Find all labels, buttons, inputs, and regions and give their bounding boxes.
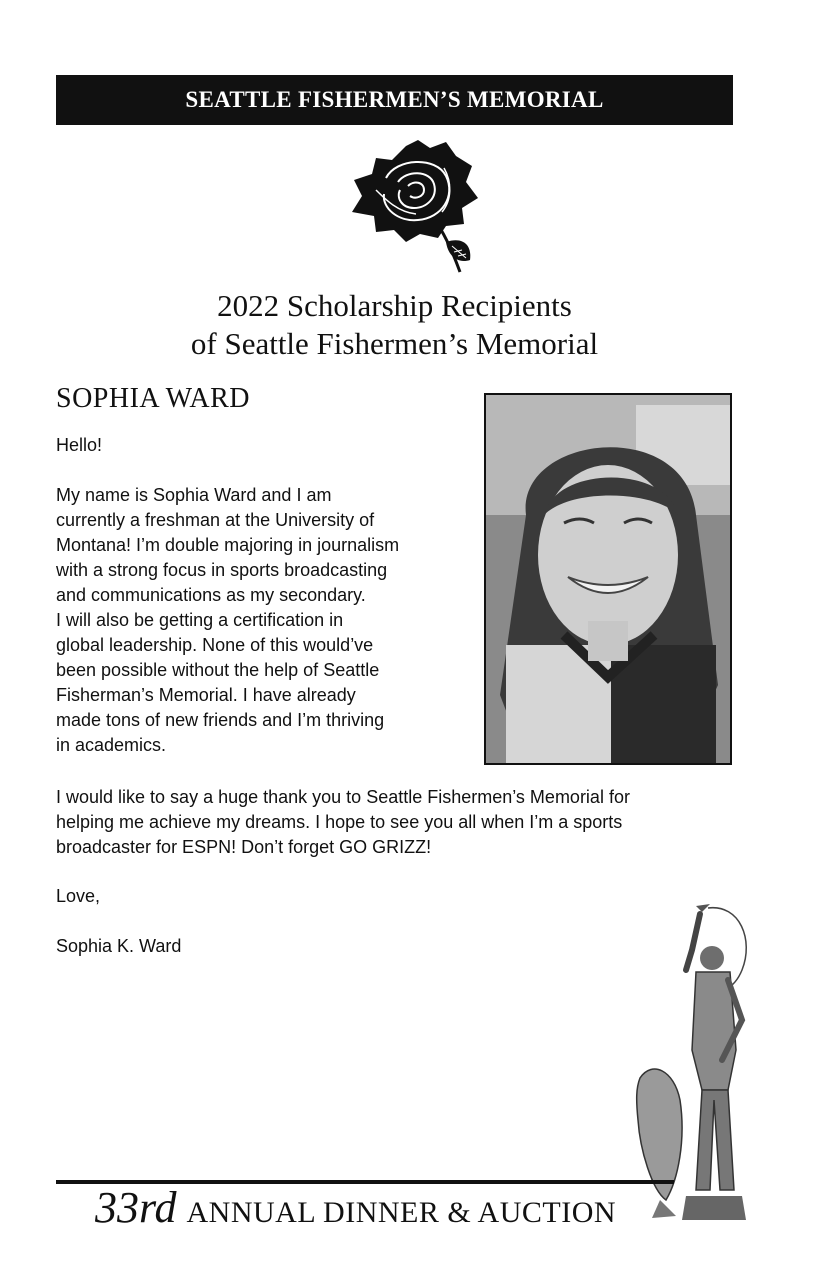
recipient-name: SOPHIA WARD <box>56 383 251 414</box>
paragraph-line: currently a freshman at the University of <box>56 510 375 530</box>
footer-text: ANNUAL DINNER & AUCTION <box>186 1196 617 1229</box>
letter-paragraph-2 <box>56 785 746 860</box>
paragraph-line: been possible without the help of Seattle <box>56 660 380 680</box>
header-banner <box>56 75 733 125</box>
paragraph-line: made tons of new friends and I’m thriving <box>56 710 385 730</box>
paragraph-line: Fisherman’s Memorial. I have already <box>56 685 356 705</box>
letter-paragraph-1 <box>56 483 476 758</box>
letter-signature: Sophia K. Ward <box>56 936 182 956</box>
paragraph-line: and communications as my secondary. <box>56 585 366 605</box>
paragraph-line: with a strong focus in sports broadcasting <box>56 560 388 580</box>
paragraph-line: in academics. <box>56 735 167 755</box>
title-line-2: of Seattle Fishermen’s Memorial <box>190 326 599 361</box>
recipient-photo <box>484 393 732 765</box>
footer <box>95 1182 616 1233</box>
title-line-1: 2022 Scholarship Recipients <box>217 288 572 323</box>
paragraph-line: broadcaster for ESPN! Don’t forget GO GRIZZ! <box>56 837 432 857</box>
banner-title: SEATTLE FISHERMEN’S MEMORIAL <box>185 87 604 112</box>
paragraph-line: Montana! I’m double majoring in journalism <box>56 535 400 555</box>
letter-signoff: Love, <box>56 886 101 906</box>
paragraph-line: global leadership. None of this would’ve <box>56 635 374 655</box>
page-title <box>56 287 733 363</box>
rose-icon <box>346 138 486 278</box>
paragraph-line: I would like to say a huge thank you to Seattle Fishermen’s Memorial for <box>56 787 630 807</box>
paragraph-line: I will also be getting a certification in <box>56 610 344 630</box>
letter-greeting: Hello! <box>56 435 103 455</box>
footer-ordinal: 33rd <box>95 1183 177 1232</box>
paragraph-line: helping me achieve my dreams. I hope to see you all when I’m a sports <box>56 812 623 832</box>
paragraph-line: My name is Sophia Ward and I am <box>56 485 332 505</box>
